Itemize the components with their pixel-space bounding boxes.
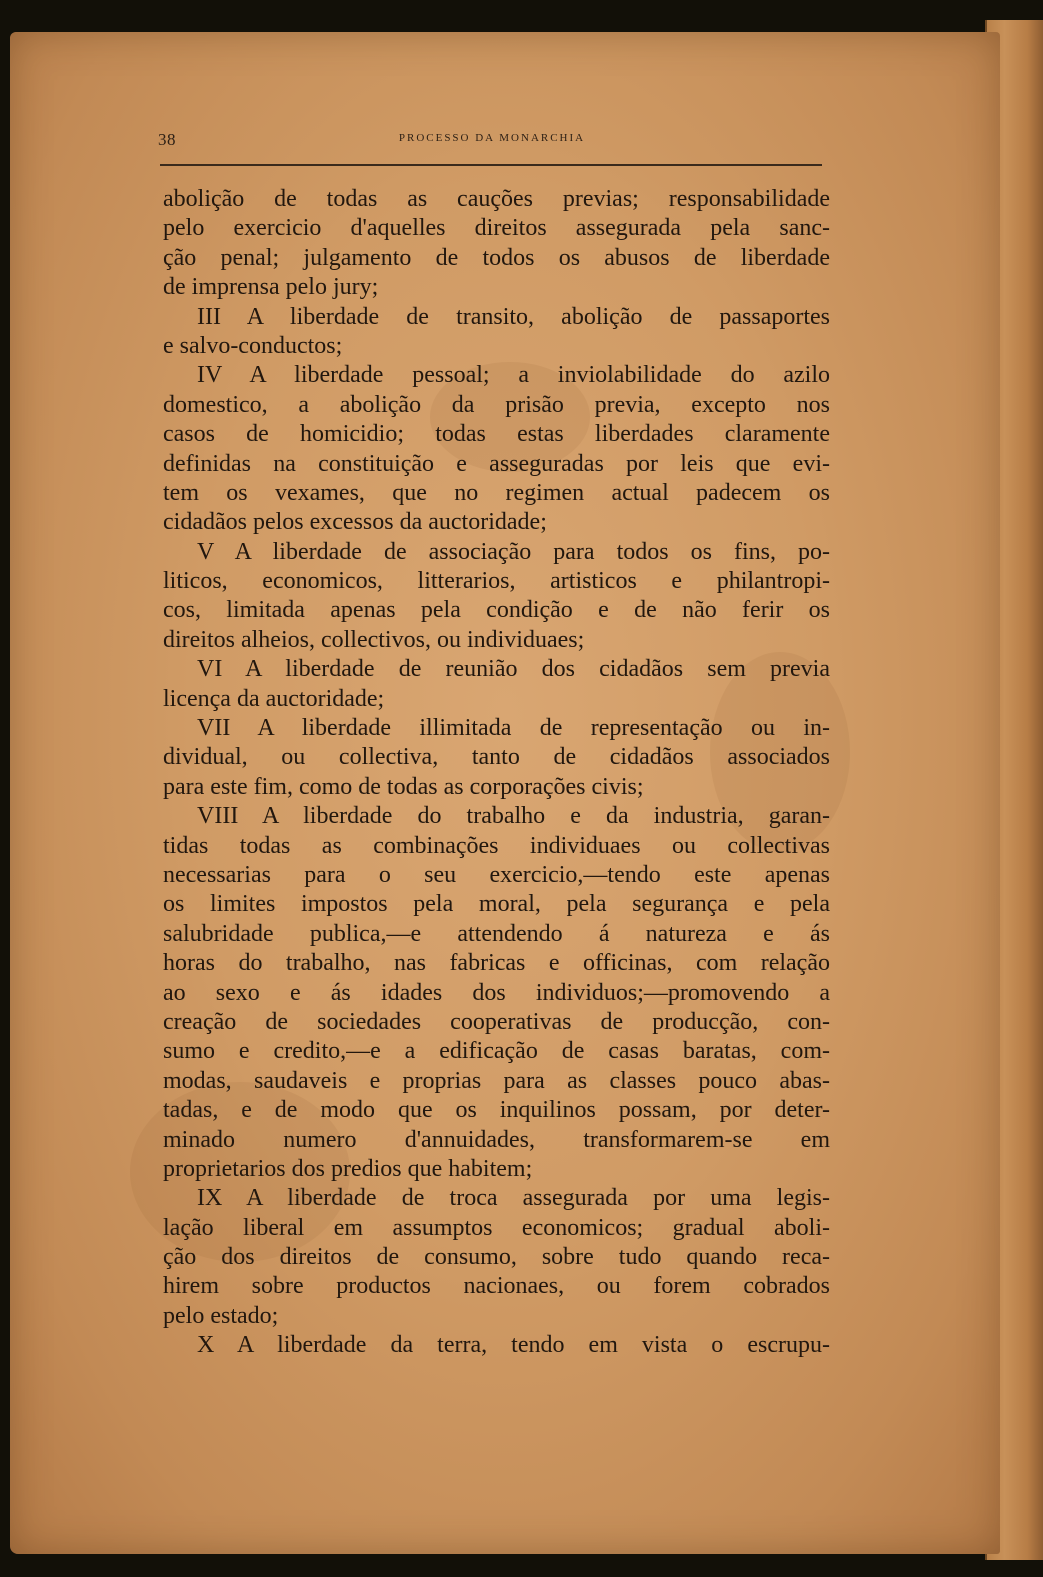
text-line: III A liberdade de transito, abolição de passaportes — [197, 303, 830, 330]
text-line: salubridade publica,—e attendendo á natureza e ás — [163, 920, 830, 947]
text-line: lação liberal em assumptos economicos; gradual aboli- — [163, 1214, 830, 1241]
header-rule — [160, 164, 822, 166]
text-line: horas do trabalho, nas fabricas e officinas, com relação — [163, 950, 830, 977]
text-line: e salvo-conductos; — [163, 332, 343, 359]
text-line: tadas, e de modo que os inquilinos possam, por deter- — [163, 1097, 830, 1124]
text-line: casos de homicidio; todas estas liberdades claramente — [163, 421, 830, 448]
text-line: para este fim, como de todas as corporações civis; — [163, 773, 644, 800]
page-number: 38 — [158, 130, 176, 149]
text-line: pelo estado; — [163, 1302, 279, 1329]
text-line: VI A liberdade de reunião dos cidadãos sem previa — [197, 656, 830, 683]
text-line: VIII A liberdade do trabalho e da industria, garan- — [197, 803, 830, 830]
text-line: IV A liberdade pessoal; a inviolabilidade do azilo — [197, 362, 830, 389]
text-line: tidas todas as combinações individuaes ou collectivas — [163, 832, 830, 859]
text-line: cidadãos pelos excessos da auctoridade; — [163, 509, 547, 536]
text-line: minado numero d'annuidades, transformarem-se em — [163, 1126, 830, 1153]
text-line: modas, saudaveis e proprias para as classes pouco abas- — [163, 1067, 830, 1094]
text-line: liticos, economicos, litterarios, artisticos e philantropi- — [163, 568, 830, 595]
text-line: VII A liberdade illimitada de representação ou in- — [197, 715, 830, 742]
running-title: PROCESSO DA MONARCHIA — [398, 132, 586, 144]
text-line: de imprensa pelo jury; — [163, 274, 379, 301]
text-line: proprietarios dos predios que habitem; — [163, 1155, 533, 1182]
text-line: direitos alheios, collectivos, ou individuaes; — [163, 626, 585, 653]
body-text — [163, 185, 830, 1361]
text-line: hirem sobre productos nacionaes, ou forem cobrados — [163, 1273, 830, 1300]
text-line: IX A liberdade de troca assegurada por uma legis- — [197, 1185, 830, 1212]
text-line: X A liberdade da terra, tendo em vista o escrupu- — [197, 1332, 830, 1359]
text-line: dividual, ou collectiva, tanto de cidadãos associados — [163, 744, 830, 771]
page-header — [158, 130, 826, 154]
text-line: definidas na constituição e asseguradas por leis que evi- — [163, 450, 830, 477]
text-line: domestico, a abolição da prisão previa, excepto nos — [163, 391, 830, 418]
text-line: tem os vexames, que no regimen actual padecem os — [163, 479, 830, 506]
text-line: cos, limitada apenas pela condição e de não ferir os — [163, 597, 830, 624]
text-line: ção dos direitos de consumo, sobre tudo quando reca- — [163, 1244, 830, 1271]
text-line: abolição de todas as cauções previas; responsabilidade — [163, 186, 830, 212]
text-line: pelo exercicio d'aquelles direitos assegurada pela sanc- — [163, 215, 830, 242]
text-line: ao sexo e ás idades dos individuos;—promovendo a — [163, 979, 830, 1006]
text-line: V A liberdade de associação para todos os fins, po- — [197, 538, 830, 565]
text-line: ção penal; julgamento de todos os abusos de liberdade — [163, 244, 830, 271]
text-line: creação de sociedades cooperativas de producção, con- — [163, 1008, 830, 1035]
text-line: os limites impostos pela moral, pela segurança e pela — [163, 891, 830, 918]
text-line: necessarias para o seu exercicio,—tendo este apenas — [163, 861, 830, 888]
text-line: sumo e credito,—e a edificação de casas baratas, com- — [163, 1038, 830, 1065]
text-line: licença da auctoridade; — [163, 685, 385, 712]
